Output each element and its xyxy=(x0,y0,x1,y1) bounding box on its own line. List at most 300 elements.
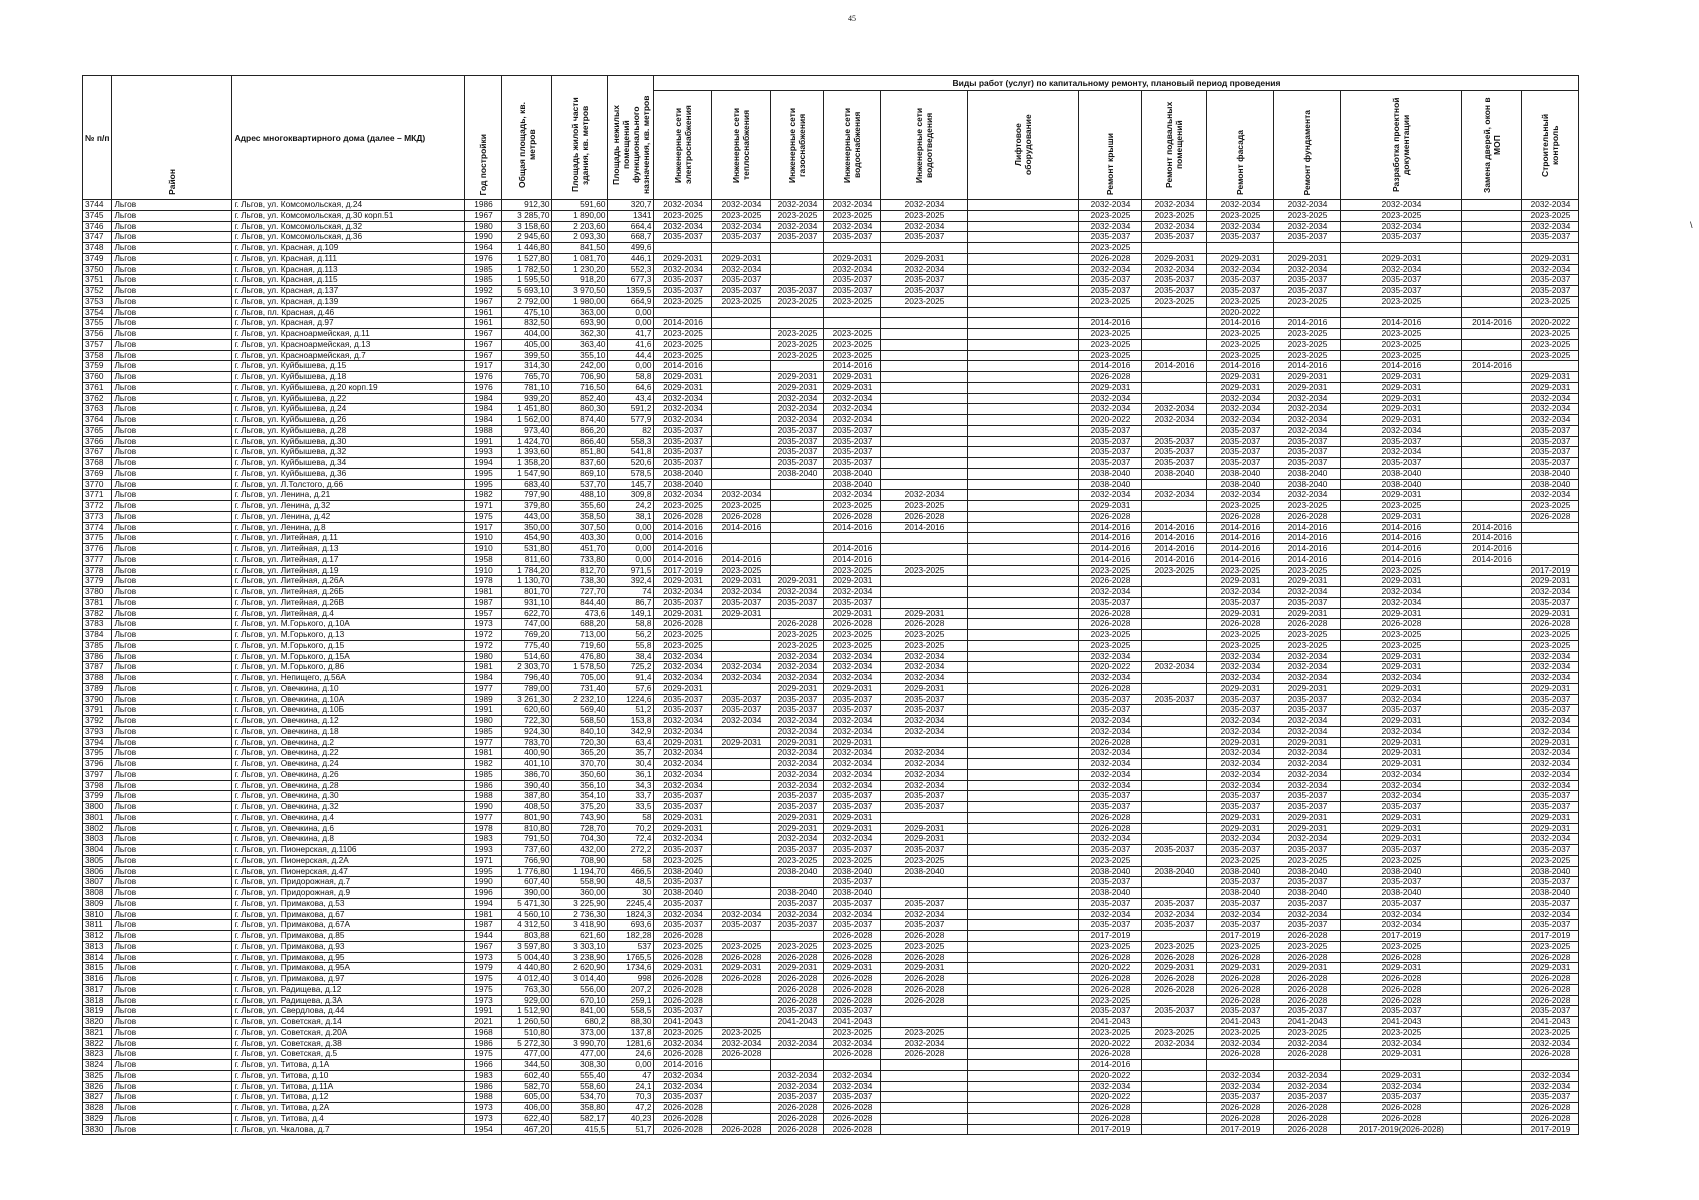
cell-col-1: Льгов xyxy=(112,769,232,780)
cell-col-3: 1991 xyxy=(465,436,502,447)
cell-col-17: 2032-2034 xyxy=(1341,920,1462,931)
cell-col-15: 2035-2037 xyxy=(1207,286,1274,297)
table-row xyxy=(83,823,1579,834)
cell-col-15: 2032-2034 xyxy=(1207,748,1274,759)
cell-col-11: 2032-2034 xyxy=(881,716,968,727)
cell-col-12 xyxy=(968,834,1079,845)
cell-col-14 xyxy=(1142,931,1207,942)
cell-col-14 xyxy=(1142,382,1207,393)
cell-col-8: 2029-2031 xyxy=(712,253,771,264)
cell-col-11: 2035-2037 xyxy=(881,286,968,297)
cell-col-11 xyxy=(881,533,968,544)
cell-col-17: 2023-2025 xyxy=(1341,630,1462,641)
cell-col-5: 365,20 xyxy=(552,748,608,759)
cell-col-15: 2029-2031 xyxy=(1207,683,1274,694)
cell-col-11: 2035-2037 xyxy=(881,694,968,705)
cell-col-12 xyxy=(968,565,1079,576)
cell-col-12 xyxy=(968,479,1079,490)
cell-col-18: 2014-2016 xyxy=(1462,544,1522,555)
cell-col-4: 2 303,70 xyxy=(502,662,552,673)
table-row xyxy=(83,845,1579,856)
cell-col-5: 3 418,90 xyxy=(552,920,608,931)
cell-col-13 xyxy=(1079,307,1142,318)
cell-col-7: 2026-2028 xyxy=(654,952,712,963)
cell-col-7: 2035-2037 xyxy=(654,436,712,447)
cell-col-0: 3817 xyxy=(83,984,112,995)
cell-col-17: 2029-2031 xyxy=(1341,382,1462,393)
cell-col-5: 488,10 xyxy=(552,490,608,501)
table-row xyxy=(83,812,1579,823)
cell-col-19: 2026-2028 xyxy=(1522,984,1579,995)
cell-col-12 xyxy=(968,415,1079,426)
cell-col-5: 373,00 xyxy=(552,1027,608,1038)
cell-col-16: 2035-2037 xyxy=(1274,898,1341,909)
cell-col-4: 390,40 xyxy=(502,780,552,791)
cell-col-4: 1 784,20 xyxy=(502,565,552,576)
cell-col-1: Льгов xyxy=(112,673,232,684)
cell-col-8: 2014-2016 xyxy=(712,554,771,565)
cell-col-8: 2035-2037 xyxy=(712,232,771,243)
cell-col-13: 2026-2028 xyxy=(1079,812,1142,823)
cell-col-5: 704,30 xyxy=(552,834,608,845)
cell-col-2: г. Льгов, ул. Красноармейская, д.7 xyxy=(232,350,465,361)
cell-col-5: 555,40 xyxy=(552,1070,608,1081)
cell-col-18 xyxy=(1462,447,1522,458)
cell-col-19: 2035-2037 xyxy=(1522,458,1579,469)
cell-col-9: 2023-2025 xyxy=(771,855,824,866)
cell-col-16: 2035-2037 xyxy=(1274,802,1341,813)
cell-col-18 xyxy=(1462,339,1522,350)
cell-col-7: 2032-2034 xyxy=(654,221,712,232)
cell-col-5: 841,00 xyxy=(552,1006,608,1017)
cell-col-3: 1993 xyxy=(465,447,502,458)
cell-col-18 xyxy=(1462,425,1522,436)
cell-col-12 xyxy=(968,705,1079,716)
cell-col-0: 3784 xyxy=(83,630,112,641)
table-row xyxy=(83,673,1579,684)
cell-col-11: 2032-2034 xyxy=(881,221,968,232)
cell-col-5: 688,20 xyxy=(552,619,608,630)
cell-col-16: 2035-2037 xyxy=(1274,436,1341,447)
header-year: Год постройки xyxy=(465,76,502,200)
cell-col-16: 2035-2037 xyxy=(1274,275,1341,286)
cell-col-6: 24,6 xyxy=(608,1049,654,1060)
cell-col-4: 314,30 xyxy=(502,361,552,372)
cell-col-12 xyxy=(968,382,1079,393)
cell-col-15: 2026-2028 xyxy=(1207,974,1274,985)
cell-col-9: 2023-2025 xyxy=(771,630,824,641)
cell-col-13: 2035-2037 xyxy=(1079,877,1142,888)
cell-col-2: г. Льгов, ул. Радищева, д.12 xyxy=(232,984,465,995)
cell-col-1: Льгов xyxy=(112,232,232,243)
cell-col-9: 2026-2028 xyxy=(771,952,824,963)
cell-col-8 xyxy=(712,759,771,770)
cell-col-14: 2014-2016 xyxy=(1142,522,1207,533)
cell-col-2: г. Льгов, ул. Овечкина, д.6 xyxy=(232,823,465,834)
cell-col-13: 2026-2028 xyxy=(1079,952,1142,963)
cell-col-11: 2029-2031 xyxy=(881,963,968,974)
cell-col-4: 766,90 xyxy=(502,855,552,866)
table-row xyxy=(83,608,1579,619)
cell-col-9 xyxy=(771,264,824,275)
cell-col-1: Льгов xyxy=(112,393,232,404)
cell-col-5: 2 736,30 xyxy=(552,909,608,920)
cell-col-9: 2026-2028 xyxy=(771,1103,824,1114)
cell-col-10: 2023-2025 xyxy=(824,941,881,952)
cell-col-7 xyxy=(654,243,712,254)
cell-col-13: 2023-2025 xyxy=(1079,329,1142,340)
cell-col-7: 2032-2034 xyxy=(654,748,712,759)
cell-col-4: 454,90 xyxy=(502,533,552,544)
cell-col-12 xyxy=(968,898,1079,909)
cell-col-3: 1980 xyxy=(465,651,502,662)
cell-col-4: 924,30 xyxy=(502,726,552,737)
cell-col-13: 2020-2022 xyxy=(1079,1038,1142,1049)
cell-col-6: 34,3 xyxy=(608,780,654,791)
cell-col-11 xyxy=(881,318,968,329)
cell-col-10: 2014-2016 xyxy=(824,554,881,565)
cell-col-12 xyxy=(968,458,1079,469)
cell-col-12 xyxy=(968,275,1079,286)
cell-col-2: г. Льгов, ул. Куйбышева, д.15 xyxy=(232,361,465,372)
cell-col-12 xyxy=(968,1006,1079,1017)
cell-col-16: 2029-2031 xyxy=(1274,372,1341,383)
table-row xyxy=(83,888,1579,899)
cell-col-4: 796,40 xyxy=(502,673,552,684)
cell-col-9: 2023-2025 xyxy=(771,941,824,952)
cell-col-6: 88,30 xyxy=(608,1017,654,1028)
table-row xyxy=(83,1092,1579,1103)
cell-col-8: 2032-2034 xyxy=(712,1038,771,1049)
cell-col-7: 2035-2037 xyxy=(654,425,712,436)
cell-col-16: 2023-2025 xyxy=(1274,339,1341,350)
cell-col-9: 2035-2037 xyxy=(771,1092,824,1103)
cell-col-16: 2029-2031 xyxy=(1274,576,1341,587)
cell-col-7: 2029-2031 xyxy=(654,372,712,383)
cell-col-7: 2035-2037 xyxy=(654,286,712,297)
cell-col-9: 2035-2037 xyxy=(771,920,824,931)
cell-col-5: 852,40 xyxy=(552,393,608,404)
cell-col-1: Льгов xyxy=(112,1017,232,1028)
cell-col-2: г. Льгов, ул. Чкалова, д.7 xyxy=(232,1124,465,1135)
cell-col-14 xyxy=(1142,716,1207,727)
cell-col-10: 2032-2034 xyxy=(824,490,881,501)
cell-col-1: Льгов xyxy=(112,898,232,909)
cell-col-15: 2035-2037 xyxy=(1207,705,1274,716)
cell-col-3: 1995 xyxy=(465,468,502,479)
cell-col-2: г. Льгов, ул. Овечкина, д.32 xyxy=(232,802,465,813)
cell-col-17: 2026-2028 xyxy=(1341,974,1462,985)
cell-col-9: 2035-2037 xyxy=(771,898,824,909)
cell-col-15: 2032-2034 xyxy=(1207,1038,1274,1049)
cell-col-13: 2032-2034 xyxy=(1079,651,1142,662)
table-row xyxy=(83,264,1579,275)
cell-col-9 xyxy=(771,253,824,264)
cell-col-15: 2023-2025 xyxy=(1207,1027,1274,1038)
cell-col-0: 3829 xyxy=(83,1113,112,1124)
cell-col-19: 2026-2028 xyxy=(1522,1103,1579,1114)
cell-col-18 xyxy=(1462,511,1522,522)
cell-col-3: 1981 xyxy=(465,748,502,759)
cell-col-18 xyxy=(1462,640,1522,651)
cell-col-6: 153,8 xyxy=(608,716,654,727)
cell-col-12 xyxy=(968,597,1079,608)
cell-col-14 xyxy=(1142,1124,1207,1135)
cell-col-2: г. Льгов, ул. Литейная, д.19 xyxy=(232,565,465,576)
cell-col-12 xyxy=(968,630,1079,641)
cell-col-7: 2035-2037 xyxy=(654,275,712,286)
cell-col-6: 58,8 xyxy=(608,619,654,630)
cell-col-13: 2023-2025 xyxy=(1079,995,1142,1006)
cell-col-13: 2026-2028 xyxy=(1079,511,1142,522)
cell-col-13: 2038-2040 xyxy=(1079,479,1142,490)
cell-col-7: 2014-2016 xyxy=(654,544,712,555)
cell-col-15: 2032-2034 xyxy=(1207,780,1274,791)
cell-col-15: 2032-2034 xyxy=(1207,404,1274,415)
cell-col-11: 2035-2037 xyxy=(881,898,968,909)
cell-col-7: 2026-2028 xyxy=(654,1049,712,1060)
cell-col-5: 2 203,60 xyxy=(552,221,608,232)
cell-col-17: 2029-2031 xyxy=(1341,1049,1462,1060)
cell-col-2: г. Льгов, ул. Примакова, д.95 xyxy=(232,952,465,963)
table-row xyxy=(83,716,1579,727)
cell-col-9: 2023-2025 xyxy=(771,350,824,361)
cell-col-14 xyxy=(1142,877,1207,888)
cell-col-13: 2038-2040 xyxy=(1079,888,1142,899)
cell-col-3: 1971 xyxy=(465,501,502,512)
cell-col-12 xyxy=(968,1049,1079,1060)
cell-col-12 xyxy=(968,1038,1079,1049)
cell-col-15: 2023-2025 xyxy=(1207,855,1274,866)
cell-col-4: 929,00 xyxy=(502,995,552,1006)
cell-col-11 xyxy=(881,737,968,748)
cell-col-19: 2035-2037 xyxy=(1522,898,1579,909)
cell-col-4: 1 393,60 xyxy=(502,447,552,458)
table-row xyxy=(83,587,1579,598)
cell-col-0: 3826 xyxy=(83,1081,112,1092)
cell-col-16: 2032-2034 xyxy=(1274,834,1341,845)
cell-col-6: 63,4 xyxy=(608,737,654,748)
cell-col-14: 2014-2016 xyxy=(1142,554,1207,565)
cell-col-15: 2038-2040 xyxy=(1207,866,1274,877)
cell-col-19: 2035-2037 xyxy=(1522,447,1579,458)
cell-col-11: 2035-2037 xyxy=(881,705,968,716)
cell-col-4: 1 782,50 xyxy=(502,264,552,275)
cell-col-10: 2014-2016 xyxy=(824,544,881,555)
cell-col-7: 2014-2016 xyxy=(654,1060,712,1071)
cell-col-11: 2032-2034 xyxy=(881,264,968,275)
cell-col-4: 769,20 xyxy=(502,630,552,641)
cell-col-2: г. Льгов, ул. Куйбышева, д.18 xyxy=(232,372,465,383)
cell-col-11: 2035-2037 xyxy=(881,845,968,856)
cell-col-2: г. Льгов, ул. Радищева, д.3А xyxy=(232,995,465,1006)
cell-col-7: 2029-2031 xyxy=(654,683,712,694)
cell-col-19: 2035-2037 xyxy=(1522,845,1579,856)
cell-col-15: 2032-2034 xyxy=(1207,393,1274,404)
cell-col-5: 582,17 xyxy=(552,1113,608,1124)
cell-col-8 xyxy=(712,888,771,899)
cell-col-4: 399,50 xyxy=(502,350,552,361)
cell-col-5: 1 081,70 xyxy=(552,253,608,264)
cell-col-19: 2023-2025 xyxy=(1522,329,1579,340)
cell-col-18 xyxy=(1462,1070,1522,1081)
cell-col-14 xyxy=(1142,737,1207,748)
cell-col-0: 3819 xyxy=(83,1006,112,1017)
cell-col-9: 2026-2028 xyxy=(771,984,824,995)
cell-col-8: 2032-2034 xyxy=(712,221,771,232)
cell-col-1: Льгов xyxy=(112,275,232,286)
cell-col-10 xyxy=(824,533,881,544)
table-row xyxy=(83,984,1579,995)
cell-col-3: 1976 xyxy=(465,382,502,393)
table-row xyxy=(83,877,1579,888)
cell-col-18 xyxy=(1462,243,1522,254)
cell-col-18: 2014-2016 xyxy=(1462,361,1522,372)
cell-col-7: 2026-2028 xyxy=(654,974,712,985)
cell-col-16: 2023-2025 xyxy=(1274,565,1341,576)
cell-col-17: 2029-2031 xyxy=(1341,608,1462,619)
cell-col-12 xyxy=(968,1103,1079,1114)
cell-col-4: 405,00 xyxy=(502,339,552,350)
cell-col-18 xyxy=(1462,597,1522,608)
cell-col-4: 683,40 xyxy=(502,479,552,490)
cell-col-13: 2032-2034 xyxy=(1079,748,1142,759)
cell-col-5: 432,00 xyxy=(552,845,608,856)
cell-col-1: Льгов xyxy=(112,619,232,630)
cell-col-6: 41,7 xyxy=(608,329,654,340)
cell-col-14: 2035-2037 xyxy=(1142,898,1207,909)
cell-col-5: 621,60 xyxy=(552,931,608,942)
cell-col-15: 2032-2034 xyxy=(1207,834,1274,845)
table-row xyxy=(83,1006,1579,1017)
cell-col-12 xyxy=(968,673,1079,684)
cell-col-3: 1981 xyxy=(465,909,502,920)
cell-col-1: Льгов xyxy=(112,501,232,512)
cell-col-1: Льгов xyxy=(112,984,232,995)
cell-col-6: 259,1 xyxy=(608,995,654,1006)
cell-col-8 xyxy=(712,361,771,372)
cell-col-10: 2032-2034 xyxy=(824,726,881,737)
cell-col-18 xyxy=(1462,726,1522,737)
cell-col-1: Льгов xyxy=(112,329,232,340)
cell-col-2: г. Льгов, ул. Литейная, д.26В xyxy=(232,597,465,608)
cell-col-3: 1986 xyxy=(465,1081,502,1092)
cell-col-14: 2032-2034 xyxy=(1142,264,1207,275)
cell-col-3: 1988 xyxy=(465,425,502,436)
cell-col-1: Льгов xyxy=(112,1060,232,1071)
cell-col-1: Льгов xyxy=(112,296,232,307)
cell-col-1: Льгов xyxy=(112,597,232,608)
cell-col-10: 2014-2016 xyxy=(824,361,881,372)
cell-col-13: 2026-2028 xyxy=(1079,253,1142,264)
cell-col-8 xyxy=(712,619,771,630)
cell-col-6: 70,3 xyxy=(608,1092,654,1103)
cell-col-1: Льгов xyxy=(112,479,232,490)
cell-col-13: 2014-2016 xyxy=(1079,522,1142,533)
cell-col-11 xyxy=(881,544,968,555)
cell-col-9 xyxy=(771,522,824,533)
cell-col-8 xyxy=(712,1113,771,1124)
cell-col-1: Льгов xyxy=(112,447,232,458)
cell-col-4: 475,10 xyxy=(502,307,552,318)
cell-col-14 xyxy=(1142,329,1207,340)
cell-col-0: 3823 xyxy=(83,1049,112,1060)
cell-col-0: 3752 xyxy=(83,286,112,297)
cell-col-11: 2035-2037 xyxy=(881,920,968,931)
cell-col-17: 2026-2028 xyxy=(1341,952,1462,963)
cell-col-15: 2035-2037 xyxy=(1207,425,1274,436)
cell-col-7: 2026-2028 xyxy=(654,995,712,1006)
cell-col-11: 2026-2028 xyxy=(881,1049,968,1060)
cell-col-17: 2029-2031 xyxy=(1341,737,1462,748)
cell-col-6: 0,00 xyxy=(608,554,654,565)
cell-col-0: 3760 xyxy=(83,372,112,383)
cell-col-5: 355,10 xyxy=(552,350,608,361)
cell-col-10: 2026-2028 xyxy=(824,984,881,995)
cell-col-13: 2023-2025 xyxy=(1079,855,1142,866)
cell-col-15: 2032-2034 xyxy=(1207,587,1274,598)
cell-col-19: 2032-2034 xyxy=(1522,673,1579,684)
cell-col-2: г. Льгов, ул. Овечкина, д.22 xyxy=(232,748,465,759)
cell-col-6: 2245,4 xyxy=(608,898,654,909)
cell-col-19: 2029-2031 xyxy=(1522,576,1579,587)
cell-col-17: 2032-2034 xyxy=(1341,1081,1462,1092)
cell-col-3: 1990 xyxy=(465,877,502,888)
cell-col-0: 3772 xyxy=(83,501,112,512)
cell-col-9 xyxy=(771,361,824,372)
cell-col-15: 2026-2028 xyxy=(1207,1103,1274,1114)
cell-col-4: 3 597,80 xyxy=(502,941,552,952)
cell-col-5: 360,00 xyxy=(552,888,608,899)
cell-col-0: 3814 xyxy=(83,952,112,963)
cell-col-11: 2032-2034 xyxy=(881,200,968,211)
cell-col-16: 2023-2025 xyxy=(1274,1027,1341,1038)
cell-col-12 xyxy=(968,866,1079,877)
cell-col-7: 2029-2031 xyxy=(654,382,712,393)
cell-col-15 xyxy=(1207,243,1274,254)
cell-col-1: Льгов xyxy=(112,759,232,770)
cell-col-2: г. Льгов, ул. Комсомольская, д.32 xyxy=(232,221,465,232)
cell-col-3: 1992 xyxy=(465,286,502,297)
cell-col-4: 5 471,30 xyxy=(502,898,552,909)
cell-col-12 xyxy=(968,855,1079,866)
table-row xyxy=(83,995,1579,1006)
cell-col-9: 2038-2040 xyxy=(771,888,824,899)
cell-col-10: 2032-2034 xyxy=(824,264,881,275)
cell-col-11 xyxy=(881,339,968,350)
cell-col-14 xyxy=(1142,1049,1207,1060)
cell-col-12 xyxy=(968,318,1079,329)
cell-col-2: г. Льгов, ул. Придорожная, д.7 xyxy=(232,877,465,888)
cell-col-18: 2014-2016 xyxy=(1462,522,1522,533)
cell-col-12 xyxy=(968,393,1079,404)
cell-col-2: г. Льгов, ул. Красноармейская, д.11 xyxy=(232,329,465,340)
cell-col-19: 2032-2034 xyxy=(1522,780,1579,791)
cell-col-1: Льгов xyxy=(112,522,232,533)
table-row xyxy=(83,683,1579,694)
cell-col-6: 0,00 xyxy=(608,318,654,329)
cell-col-5: 358,50 xyxy=(552,511,608,522)
cell-col-12 xyxy=(968,737,1079,748)
cell-col-1: Льгов xyxy=(112,780,232,791)
cell-col-8: 2032-2034 xyxy=(712,716,771,727)
cell-col-19 xyxy=(1522,361,1579,372)
cell-col-10: 2029-2031 xyxy=(824,737,881,748)
cell-col-2: г. Льгов, ул. Овечкина, д.10Б xyxy=(232,705,465,716)
cell-col-0: 3795 xyxy=(83,748,112,759)
cell-col-15: 2032-2034 xyxy=(1207,221,1274,232)
cell-col-8: 2032-2034 xyxy=(712,662,771,673)
